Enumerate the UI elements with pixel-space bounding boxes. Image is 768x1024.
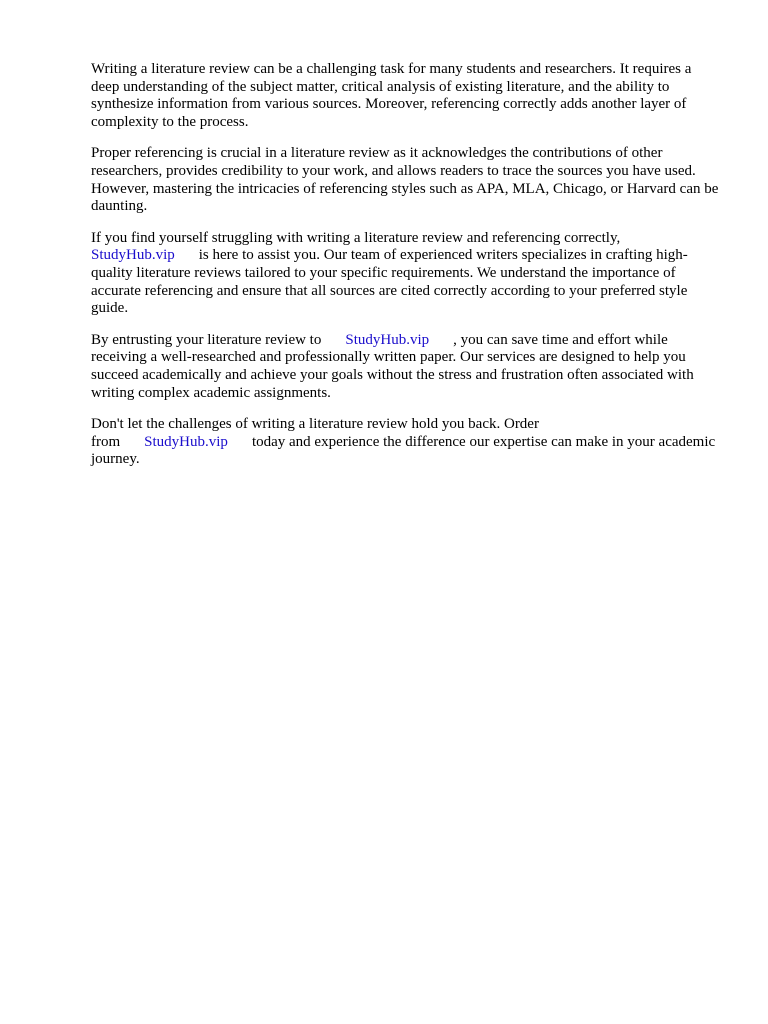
- studyhub-link-3[interactable]: StudyHub.vip: [144, 433, 228, 450]
- studyhub-link-1[interactable]: StudyHub.vip: [91, 247, 175, 264]
- paragraph-referencing-text: Proper referencing is crucial in a literature review as it acknowledges the contributions of other researchers, provides credibility to your work, and allows readers to trace the sources you have used. However, mastering the intricacies of referencing styles such as APA, MLA, Chicago, or Harvard can be daunting.: [91, 145, 719, 215]
- paragraph-intro: [91, 61, 721, 131]
- paragraph-assist-text-after: is here to assist you. Our team of experienced writers specializes in crafting high-quality literature reviews tailored to your specific requirements. We understand the importance of accurate referencing and ensure that all sources are cited correctly according to your preferred style guide.: [91, 247, 688, 317]
- document-page: [91, 61, 721, 483]
- paragraph-order-text-after: today and experience the difference our expertise can make in your academic journey.: [91, 433, 716, 468]
- paragraph-entrusting-text-before: By entrusting your literature review to: [91, 331, 322, 348]
- paragraph-order: [91, 416, 721, 469]
- paragraph-entrusting-text-after: , you can save time and effort while receiving a well-researched and professionally written paper. Our services are designed to help you succeed academically and achieve your goals without the stress and frustration often associated with writing complex academic assignments.: [91, 331, 694, 401]
- paragraph-entrusting: [91, 332, 721, 402]
- paragraph-referencing: [91, 145, 721, 215]
- paragraph-assist: [91, 230, 721, 318]
- paragraph-intro-text: Writing a literature review can be a challenging task for many students and researchers. It requires a deep understanding of the subject matter, critical analysis of existing literature, and the ability to synthesize information from various sources. Moreover, referencing correctly adds another layer of complexity to the process.: [91, 61, 692, 130]
- paragraph-order-text-before: Don't let the challenges of writing a literature review hold you back. Order from: [91, 416, 539, 450]
- paragraph-assist-text-before: If you find yourself struggling with writing a literature review and referencing correctly,: [91, 229, 621, 246]
- studyhub-link-2[interactable]: StudyHub.vip: [345, 331, 430, 348]
